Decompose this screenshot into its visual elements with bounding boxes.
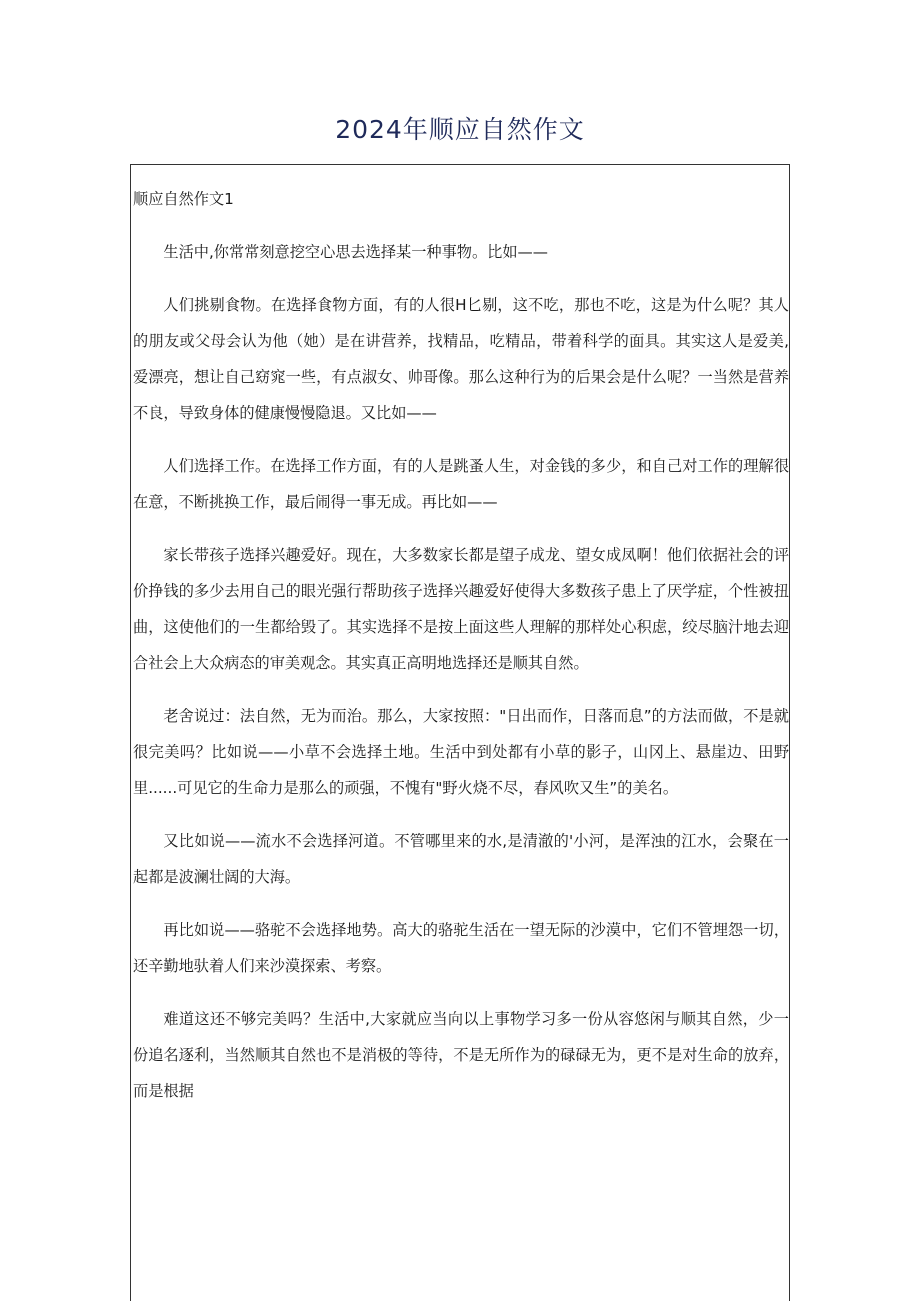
paragraph: 又比如说——流水不会选择河道。不管哪里来的水,是清澈的'小河，是浑浊的江水，会聚在一起都是波澜壮阔的大海。 [133,832,789,886]
essay-heading: 顺应自然作文1 [133,190,234,208]
document-title: 2024年顺应自然作文 [335,115,585,144]
paragraph: 生活中,你常常刻意挖空心思去选择某一种事物。比如—— [163,243,548,261]
paragraph: 人们选择工作。在选择工作方面，有的人是跳蚤人生，对金钱的多少，和自己对工作的理解很在意，不断挑换工作，最后闹得一事无成。再比如—— [133,457,789,511]
paragraph: 再比如说——骆驼不会选择地势。高大的骆驼生活在一望无际的沙漠中，它们不管埋怨一切，还辛勤地驮着人们来沙漠探索、考察。 [133,921,789,975]
paragraph: 人们挑剔食物。在选择食物方面，有的人很H匕剔，这不吃，那也不吃，这是为什么呢？其人的朋友或父母会认为他（她）是在讲营养，找精品，吃精品，带着科学的面具。其实这人是爱美,爱漂亮，想让自己窈窕一些，有点淑女、帅哥像。那么这种行为的后果会是什么呢？一当然是营养不良，导致身体的健康慢慢隐退。又比如—— [133,296,789,422]
paragraph: 家长带孩子选择兴趣爱好。现在，大多数家长都是望子成龙、望女成凤啊！他们依据社会的评价挣钱的多少去用自己的眼光强行帮助孩子选择兴趣爱好使得大多数孩子患上了厌学症，个性被扭曲，这使他们的一生都给毁了。其实选择不是按上面这些人理解的那样处心积虑，绞尽脑汁地去迎合社会上大众病态的审美观念。其实真正高明地选择还是顺其自然。 [133,546,789,672]
paragraph: 老舍说过：法自然，无为而治。那么，大家按照："日出而作，日落而息”的方法而做，不是就很完美吗？比如说——小草不会选择土地。生活中到处都有小草的影子，山冈上、悬崖边、田野里......可见它的生命力是那么的顽强，不愧有"野火烧不尽，春风吹又生”的美名。 [133,707,789,797]
essay-body [133,181,789,1109]
paragraph: 难道这还不够完美吗？生活中,大家就应当向以上事物学习多一份从容悠闲与顺其自然，少一份追名逐利，当然顺其自然也不是消极的等待，不是无所作为的碌碌无为，更不是对生命的放弃，而是根据 [133,1010,789,1100]
